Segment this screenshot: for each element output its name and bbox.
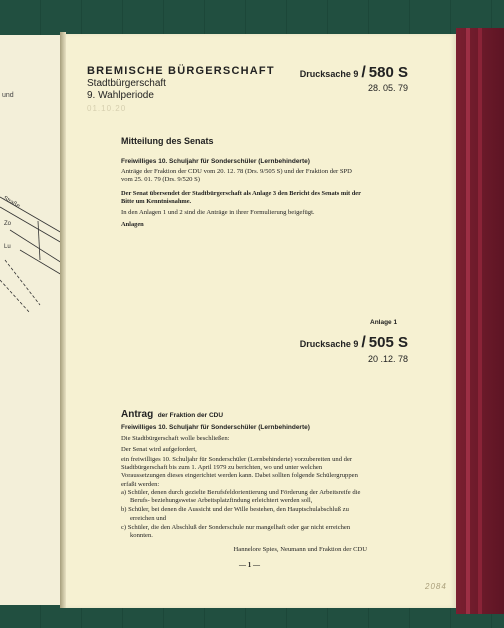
- list-item: b) Schüler, bei denen die Aussicht und der Wille bestehen, den Hauptschulabschluß zu erreichen und: [121, 506, 349, 522]
- header-period: 9. Wahlperiode: [87, 90, 154, 101]
- doc1-title: Mitteilung des Senats: [121, 136, 214, 146]
- ghost-stamp: 01.10.20: [87, 104, 127, 113]
- book-cover-edge: [456, 28, 504, 614]
- anlage-drucksache-label: Drucksache 9: [299, 339, 359, 349]
- antrag-title: Antrag: [121, 409, 154, 420]
- left-page-fragment: [0, 35, 63, 605]
- left-page-text: und: [2, 92, 14, 99]
- doc1-para3: In den Anlagen 1 und 2 sind die Anträge in ihrer Formulierung beigefügt.: [121, 209, 315, 216]
- handwritten-note: 2084: [425, 582, 447, 591]
- map-label-street: Straße: [2, 195, 21, 210]
- list-item: a) Schüler, denen durch gezielte Berufsfeldorientierung und Förderung der Arbeitsreife die Berufs- beziehungsweise Arbeitsplatzfindung erleichtert werden soll,: [121, 489, 361, 505]
- list-item: c) Schüler, die den Abschluß der Sonderschule nur mangelhaft oder gar nicht erreichen konnten.: [121, 523, 351, 540]
- anlage-slash: /: [361, 334, 366, 351]
- anlage-p2: Der Senat wird aufgefordert,: [121, 446, 197, 453]
- header-org: BREMISCHE BÜRGERSCHAFT: [87, 65, 275, 77]
- doc1-subject: Freiwilliges 10. Schuljahr für Sonderschüler (Lernbehinderte): [121, 158, 310, 165]
- anlage-drucksache: [300, 334, 408, 352]
- doc1-number: 580 S: [368, 64, 408, 81]
- antrag-subtitle: der Fraktion der CDU: [157, 412, 224, 419]
- doc1-para2: Der Senat übersendet der Stadtbürgerschaft als Anlage 3 den Bericht des Senats mit der Bitte um Kenntnisnahme.: [121, 190, 361, 206]
- map-fragment: [0, 185, 62, 315]
- map-label-lu: Lu: [4, 244, 11, 250]
- doc1-para1: Anträge der Fraktion der CDU vom 20. 12. 78 (Drs. 9/505 S) und der Fraktion der SPD vom 25. 01. 79 (Drs. 9/520 S): [121, 168, 352, 184]
- map-label-zo: Zo: [4, 221, 12, 227]
- anlage-p3: ein freiwilliges 10. Schuljahr für Sonderschüler (Lernbehinderte) vorzubereiten und der Stadtbürgerschaft bis zum 1. April 1979 zu berichten, wo und unter welchen Voraussetzungen dieses eingerichtet werden kann. Dabei sollten folgende Schülergruppen erfaßt werden:: [121, 456, 358, 488]
- doc1-anlagen: Anlagen: [121, 221, 144, 228]
- header-parliament: Stadtbürgerschaft: [87, 78, 166, 89]
- anlage-p1: Die Stadtbürgerschaft wolle beschließen:: [121, 435, 230, 442]
- anlage-subject: Freiwilliges 10. Schuljahr für Sonderschüler (Lernbehinderte): [121, 424, 310, 431]
- anlage-date: 20 .12. 78: [367, 354, 408, 364]
- page-number: — 1 —: [239, 561, 260, 569]
- antrag-heading: [121, 404, 223, 422]
- doc1-slash: /: [361, 64, 366, 81]
- anlage-item-list: [121, 489, 365, 540]
- doc1-date: 28. 05. 79: [367, 83, 408, 93]
- doc1-drucksache: [300, 64, 408, 82]
- anlage-number: 505 S: [368, 334, 408, 351]
- anlage-signature: Hannelore Spies, Neumann und Fraktion der CDU: [233, 546, 367, 553]
- doc1-drucksache-label: Drucksache 9: [299, 69, 359, 79]
- anlage-label: Anlage 1: [370, 319, 398, 326]
